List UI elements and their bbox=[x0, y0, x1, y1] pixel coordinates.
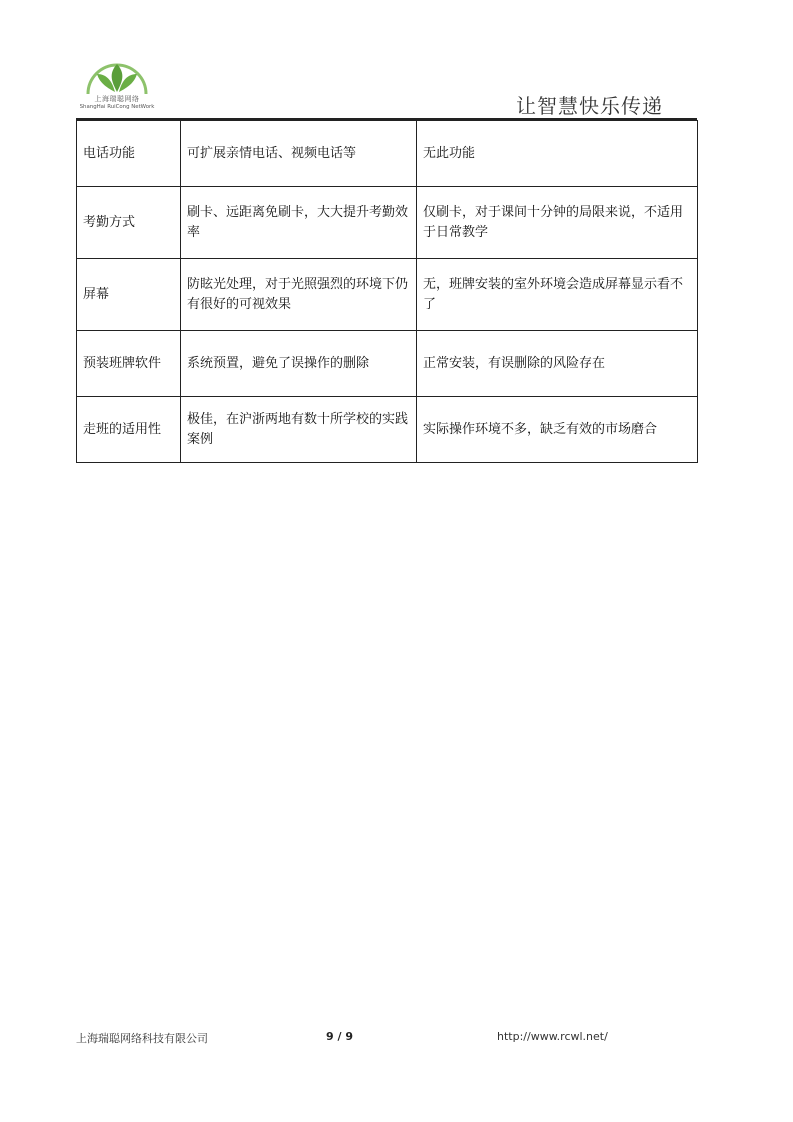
logo-en-text: ShangHai RuiCong NetWork bbox=[79, 104, 155, 110]
company-logo bbox=[72, 58, 162, 114]
feature-cell: 预装班牌软件 bbox=[77, 331, 181, 397]
logo-cn-text: 上海瑞聪网络 bbox=[94, 95, 140, 103]
others-cell: 实际操作环境不多，缺乏有效的市场磨合 bbox=[417, 397, 698, 463]
page-number: 9 / 9 bbox=[326, 1030, 353, 1043]
ours-cell: 极佳，在沪浙两地有数十所学校的实践案例 bbox=[181, 397, 417, 463]
ours-cell: 可扩展亲情电话、视频电话等 bbox=[181, 121, 417, 187]
footer-url[interactable]: http://www.rcwl.net/ bbox=[497, 1030, 608, 1043]
others-cell: 无，班牌安装的室外环境会造成屏幕显示看不了 bbox=[417, 259, 698, 331]
feature-cell: 考勤方式 bbox=[77, 187, 181, 259]
page-header bbox=[0, 0, 793, 122]
footer-company: 上海瑞聪网络科技有限公司 bbox=[76, 1032, 208, 1045]
others-cell: 仅刷卡，对于课间十分钟的局限来说，不适用于日常教学 bbox=[417, 187, 698, 259]
ours-cell: 刷卡、远距离免刷卡，大大提升考勤效率 bbox=[181, 187, 417, 259]
table-row bbox=[77, 259, 698, 331]
table-row bbox=[77, 121, 698, 187]
feature-cell: 屏幕 bbox=[77, 259, 181, 331]
others-cell: 正常安装，有误删除的风险存在 bbox=[417, 331, 698, 397]
feature-cell: 电话功能 bbox=[77, 121, 181, 187]
logo-leaf-icon bbox=[82, 58, 152, 98]
ours-cell: 防眩光处理，对于光照强烈的环境下仍有很好的可视效果 bbox=[181, 259, 417, 331]
comparison-table bbox=[76, 120, 698, 463]
ours-cell: 系统预置，避免了误操作的删除 bbox=[181, 331, 417, 397]
page-footer bbox=[0, 1030, 793, 1050]
feature-cell: 走班的适用性 bbox=[77, 397, 181, 463]
table-row bbox=[77, 331, 698, 397]
others-cell: 无此功能 bbox=[417, 121, 698, 187]
table-row bbox=[77, 397, 698, 463]
table-row bbox=[77, 187, 698, 259]
header-slogan: 让智慧快乐传递 bbox=[516, 94, 663, 118]
